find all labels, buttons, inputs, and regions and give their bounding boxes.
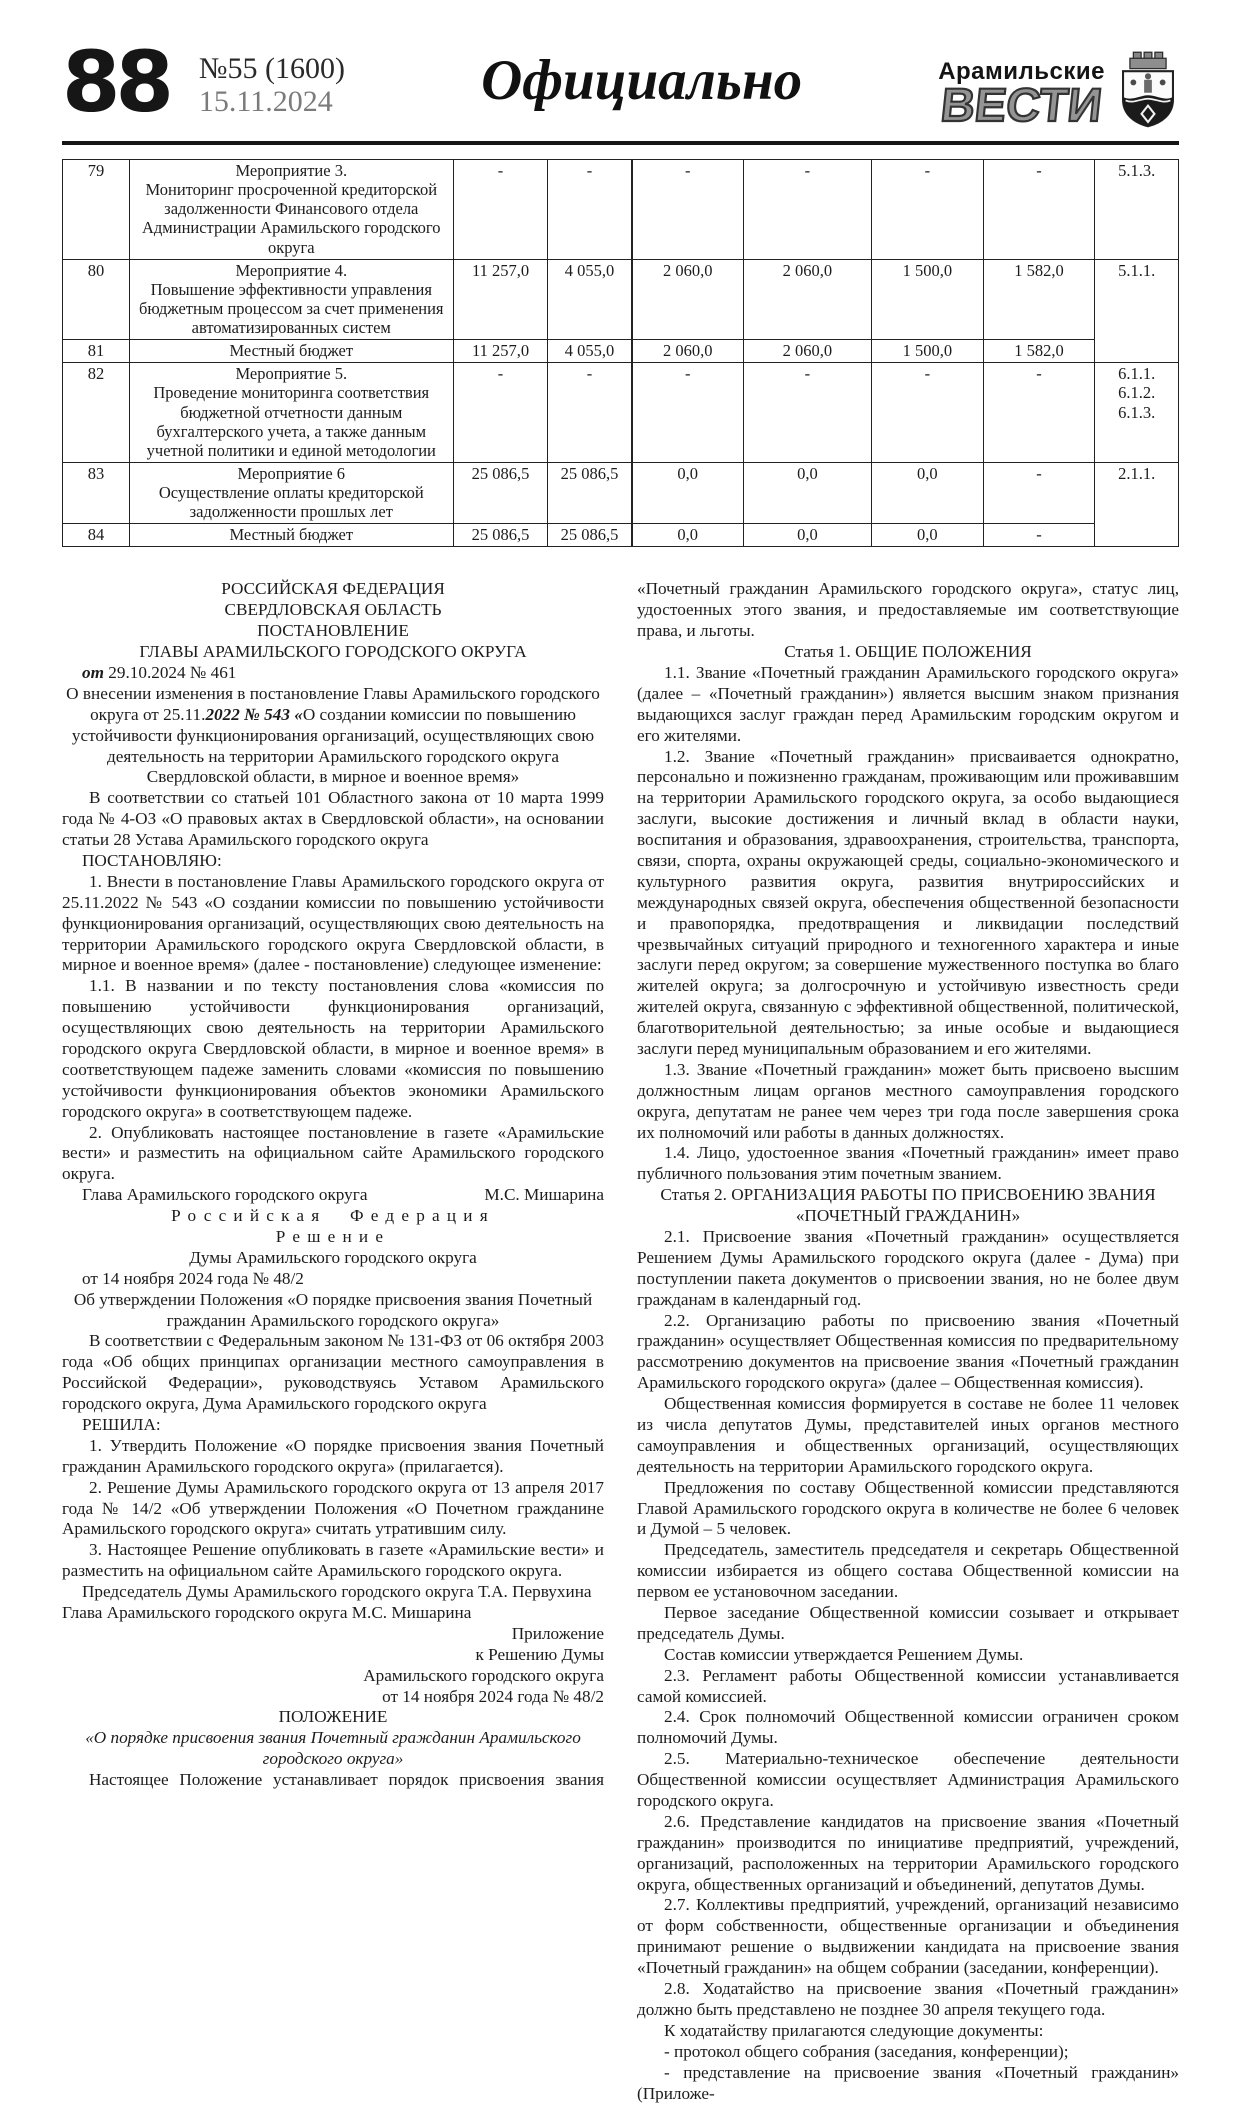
text-run: В соответствии с Федеральным законом № 131-ФЗ от 06 октября 2003 года «Об общих принципах организации местного самоуправления в Российской Федерации», руководствуясь Уставом Арамильского городского округа, Дума Арамильского городского округа [62,1331,604,1414]
doc-date-number [62,663,604,684]
appendix-ref [62,1687,604,1708]
paragraph [62,1770,604,1791]
text-run: 1.2. Звание «Почетный гражданин» присваивается однократно, персонально и пожизненно гражданам, проживающим или проживавшим на территории Арамильского городского округа, за особо выдающиеся заслуги, высокие достижения и личный вклад в области науки, воспитания и образования, здравоохранения, строительства, транспорта, связи, спорта, охраны окружающей среды, социально-экономического и культурного развития округа, развития внутрироссийских и международных связей округа, обеспечения общественной безопасности и правопорядка, предотвращения и ликвидации последствий чрезвычайных ситуаций природного и техногенного характера и иные заслуги перед округом; за совершение мужественного поступка во благо жителей округа; за долгосрочную и устойчивую известность среди жителей округа, связанную с эффективной общественной, политической, благотворительной деятельностью; за иные особые и выдающиеся заслуги перед муниципальным образованием и его жителями. [637,746,1179,1058]
table-cell: 2 060,0 [743,259,871,340]
table-cell: - [632,363,744,463]
paragraph [637,1812,1179,1896]
table-cell: 2.1.1. [1095,462,1179,547]
table-cell: Местный бюджет [129,524,453,547]
table-cell: 1 582,0 [983,259,1095,340]
text-run: Настоящее Положение устанавливает порядок присвоения звания [89,1770,604,1790]
signature-name: М.С. Мишарина [484,1185,604,1205]
table-cell: 6.1.1. 6.1.2. 6.1.3. [1095,363,1179,463]
paragraph [637,1707,1179,1749]
signature-title: Глава Арамильского городского округа [82,1185,368,1205]
text-run: К ходатайству прилагаются следующие документы: [664,2020,1044,2040]
list-item [637,2063,1179,2104]
table-cell: 0,0 [872,462,984,523]
paragraph [637,1227,1179,1311]
doc-resolve-word [62,1415,604,1436]
doc-country-line [62,579,604,600]
text-run: ПОСТАНОВЛЯЮ: [82,850,222,870]
doc-authority-line [62,1248,604,1269]
text-run: РОССИЙСКАЯ ФЕДЕРАЦИЯ [221,579,445,599]
table-cell: 11 257,0 [453,340,548,363]
table-cell: 79 [63,160,130,260]
table-row [63,524,1179,547]
table-cell: Местный бюджет [129,340,453,363]
text-run: 2. Опубликовать настоящее постановление в газете «Арамильские вести» и разместить на официальном сайте Арамильского городского округа. [62,1122,604,1184]
text-run: ГЛАВЫ АРАМИЛЬСКОГО ГОРОДСКОГО ОКРУГА [139,642,527,662]
table-cell: 25 086,5 [548,462,632,523]
paragraph [637,663,1179,747]
text-run: ПОЛОЖЕНИЕ [278,1707,388,1727]
doc-title [62,1707,604,1728]
text-run: Российская Федерация [171,1206,495,1226]
text-run: Думы Арамильского городского округа [189,1247,477,1267]
table-cell: 82 [63,363,130,463]
text-run: Глава Арамильского городского округа М.С. Мишарина [62,1603,472,1623]
right-column [637,579,1179,2104]
doc-authority-line [62,642,604,663]
text-run: 2.2. Организацию работы по присвоению звания «Почетный гражданин» осуществляет Общественная комиссия по предварительному рассмотрению документов на присвоение звания «Почетный гражданин Арамильского городского округа» (далее – Общественная комиссия). [637,1310,1179,1393]
text-run: ПОСТАНОВЛЕНИЕ [257,621,409,641]
text-run: - протокол общего собрания (заседания, конференции); [664,2041,1069,2061]
paragraph [637,2021,1179,2042]
table-cell: 5.1.1. [1095,259,1179,363]
table-cell: Мероприятие 3. Мониторинг просроченной кредиторской задолженности Финансового отдела Администрации Арамильского городского округа [129,160,453,260]
left-column [62,579,604,2104]
text-run: 2.5. Материально-техническое обеспечение деятельности Общественной комиссии осуществляет Администрация Арамильского городского округа. [637,1749,1179,1811]
text-run: В соответствии со статьей 101 Областного закона от 10 марта 1999 года № 4-ОЗ «О правовых актах в Свердловской области», на основании статьи 28 Устава Арамильского городского округа [62,788,604,850]
signature-line [62,1582,604,1603]
table-row [63,363,1179,463]
table-cell: Мероприятие 4. Повышение эффективности управления бюджетным процессом за счет применения автоматизированных систем [129,259,453,340]
table-cell: - [453,363,548,463]
appendix-ref [62,1666,604,1687]
paragraph [637,1394,1179,1478]
table-cell: 83 [63,462,130,523]
text-run: 1.3. Звание «Почетный гражданин» может быть присвоено высшим должностным лицам органов местного самоуправления городского округа, депутатам не ранее чем через три года после завершения срока их полномочий или работы в данных должностях. [637,1059,1179,1142]
text-run: Статья 2. ОРГАНИЗАЦИЯ РАБОТЫ ПО ПРИСВОЕНИЮ ЗВАНИЯ «ПОЧЕТНЫЙ ГРАЖДАНИН» [660,1185,1156,1226]
text-run: СВЕРДЛОВСКАЯ ОБЛАСТЬ [224,600,442,620]
budget-table [62,159,1179,547]
table-cell: 4 055,0 [548,340,632,363]
text-run: 2.8. Ходатайство на присвоение звания «Почетный гражданин» должно быть представлено не позднее 30 апреля текущего года. [637,1979,1179,2019]
text-run: 2.6. Представление кандидатов на присвоение звания «Почетный гражданин» производится по инициативе предприятий, учреждений, организаций, расположенных на территории Арамильского городского округа, общественных организаций и объединений, депутатов Думы. [637,1811,1179,1894]
table-cell: 81 [63,340,130,363]
paragraph [637,579,1179,642]
table-cell: 0,0 [872,524,984,547]
paragraph [637,1645,1179,1666]
coat-of-arms-emblem [1117,50,1179,132]
text-run: Приложение [511,1623,604,1643]
text-run: 29.10.2024 № 461 [108,662,237,682]
paragraph [637,1311,1179,1395]
doc-title [62,684,604,788]
text-run: Статья 1. ОБЩИЕ ПОЛОЖЕНИЯ [784,642,1032,662]
paragraph [62,1436,604,1478]
paragraph [62,976,604,1122]
text-run: «О порядке присвоения звания Почетный гражданин Арамильского городского округа» [85,1728,581,1769]
table-cell: - [872,363,984,463]
paragraph [62,1123,604,1186]
paragraph [637,1143,1179,1185]
text-run: 3. Настоящее Решение опубликовать в газете «Арамильские вести» и разместить на официальном сайте Арамильского городского округа. [62,1540,604,1581]
table-cell: - [453,160,548,260]
table-cell: - [983,462,1095,523]
paragraph [637,1478,1179,1541]
paragraph [637,1749,1179,1812]
text-run: Арамильского городского округа [363,1665,604,1685]
text-run: РЕШИЛА: [82,1415,161,1434]
table-cell: 2 060,0 [743,340,871,363]
table-cell: Мероприятие 6 Осуществление оплаты кредиторской задолженности прошлых лет [129,462,453,523]
paragraph [62,788,604,851]
text-run: О внесении изменения в постановление Главы Арамильского городского округа от 25.11. [66,683,600,724]
table-cell: - [743,363,871,463]
text-run: 1.4. Лицо, удостоенное звания «Почетный гражданин» имеет право публичного пользования этим почетным званием. [637,1143,1179,1184]
doc-date-number [62,1269,604,1290]
table-cell: 2 060,0 [632,259,744,340]
text-run: Состав комиссии утверждается Решением Думы. [664,1644,1024,1664]
paragraph [637,1979,1179,2021]
table-cell: 84 [63,524,130,547]
budget-table-body [63,160,1179,547]
text-run: 2.1. Присвоение звания «Почетный гражданин» осуществляется Решением Думы Арамильского городского округа (далее - Дума) при поступлении пакета документов о присвоении звания, но не более двум гражданам в календарный год. [637,1226,1179,1309]
table-cell: 5.1.3. [1095,160,1179,260]
page-header [62,0,1179,132]
newspaper-name-top: Арамильские [938,57,1105,85]
issue-number: №55 (1600) [198,52,346,85]
table-cell: 4 055,0 [548,259,632,340]
text-run: Предложения по составу Общественной комиссии представляются Главой Арамильского городского округа в количестве не более 6 человек и Думой – 5 человек. [637,1477,1179,1539]
paragraph [637,1603,1179,1645]
text-run: от [82,662,109,682]
text-run: 1.1. В названии и по тексту постановления слова «комиссия по повышению устойчивости функционирования организаций, осуществляющих свою деятельность на территории Арамильского городского округа Свердловской области, в мирное и военное время» в соответствующем падеже заменить словами «комиссия по повышению устойчивости функционирования объектов экономики Арамильского городского округа» в соответствующем падеже. [62,976,604,1121]
doc-title [62,1290,604,1332]
text-run: 2.4. Срок полномочий Общественной комиссии ограничен сроком полномочий Думы. [637,1707,1179,1748]
paragraph [62,1331,604,1415]
doc-resolve-word [62,851,604,872]
table-cell: - [872,160,984,260]
doc-subtitle [62,1728,604,1770]
text-run: О создании комиссии по повышению устойчивости функционирования организаций, осуществляющих свою деятельность на территории Арамильского городского округа Свердловской области, в мирное и военное время» [71,704,595,787]
issue-date: 15.11.2024 [198,85,333,118]
text-run: 1. Утвердить Положение «О порядке присвоения звания Почетный гражданин Арамильского городского округа» (прилагается). [62,1435,604,1476]
appendix-ref [62,1645,604,1666]
table-cell: - [983,363,1095,463]
text-run: Председатель Думы Арамильского городского округа Т.А. Первухина [82,1582,592,1602]
paragraph [637,1895,1179,1979]
table-cell: - [548,363,632,463]
text-run: 2022 № 543 « [205,704,303,724]
paragraph [62,1540,604,1582]
document-body [62,579,1179,2104]
paragraph [637,1666,1179,1708]
signature-line [62,1603,604,1624]
table-cell: 80 [63,259,130,340]
paragraph [637,1060,1179,1144]
table-cell: - [743,160,871,260]
table-cell: 2 060,0 [632,340,744,363]
table-cell: - [632,160,744,260]
text-run: Общественная комиссия формируется в составе не более 11 человек из числа депутатов Думы, представителей иных органов местного самоуправления и общественных организаций, осуществляющих деятельность на территории Арамильского городского округа. [637,1394,1179,1476]
header-rule [62,141,1179,145]
text-run: - представление на присвоение звания «Почетный гражданин» (Приложе- [637,2062,1179,2103]
newspaper-name-bottom: ВЕСТИ [938,77,1105,131]
table-cell: - [548,160,632,260]
text-run: Первое заседание Общественной комиссии созывает и открывает председатель Думы. [637,1603,1179,1643]
text-run: от 14 ноября 2024 года № 48/2 [82,1268,304,1288]
list-item [637,2042,1179,2063]
doc-type-line [62,621,604,642]
section-title: Официально [481,49,803,112]
text-run: 1.1. Звание «Почетный гражданин Арамильского городского округа» (далее – «Почетный гражданин») является высшим знаком признания выдающихся заслуг граждан перед Арамильским городским округом и его жителями. [637,662,1179,745]
table-row [63,462,1179,523]
text-run: к Решению Думы [475,1644,604,1664]
newspaper-logo [938,50,1179,132]
text-run: Об утверждении Положения «О порядке присвоения звания Почетный гражданин Арамильского городского округа» [73,1289,593,1330]
table-cell: 0,0 [632,524,744,547]
table-cell: 1 500,0 [872,259,984,340]
page-number: 88 [62,33,169,131]
text-run: «Почетный гражданин Арамильского городского округа», статус лиц, удостоенных этого звания, и предоставляемые им соответствующие права, и льготы. [637,579,1179,641]
paragraph [62,1478,604,1541]
table-cell: - [983,160,1095,260]
doc-type-line [62,1227,604,1248]
text-run: 1. Внести в постановление Главы Арамильского городского округа от 25.11.2022 № 543 «О создании комиссии по повышению устойчивости функционирования организаций, осуществляющих свою деятельность на территории Арамильского городского округа Свердловской области, в мирное и военное время» (далее - постановление) следующее изменение: [62,871,604,975]
table-cell: 25 086,5 [453,462,548,523]
signature-line [62,1185,604,1206]
paragraph [62,872,604,976]
table-cell: 11 257,0 [453,259,548,340]
table-cell: - [983,524,1095,547]
table-cell: 0,0 [632,462,744,523]
text-run: 2. Решение Думы Арамильского городского округа от 13 апреля 2017 года № 14/2 «Об утверждении Положения «О Почетном гражданине Арамильского городского округа» считать утратившим силу. [62,1477,604,1539]
table-cell: 25 086,5 [548,524,632,547]
doc-region-line [62,600,604,621]
article-heading [637,1185,1179,1227]
table-row [63,160,1179,260]
newspaper-logo-text [938,57,1105,131]
appendix-ref [62,1624,604,1645]
text-run: Председатель, заместитель председателя и секретарь Общественной комиссии избирается из общего состава Общественной комиссии на первом ее установочном заседании. [637,1540,1179,1602]
paragraph [637,1540,1179,1603]
paragraph [637,747,1179,1060]
article-heading [637,642,1179,663]
table-cell: 0,0 [743,462,871,523]
issue-block [199,52,345,118]
text-run: от 14 ноября 2024 года № 48/2 [382,1686,604,1706]
text-run: 2.3. Регламент работы Общественной комиссии устанавливается самой комиссией. [637,1665,1179,1706]
text-run: Решение [275,1226,391,1246]
text-run: 2.7. Коллективы предприятий, учреждений, организаций независимо от форм собственности, общественные организации и объединения принимают решение о выдвижении кандидата на присвоение звания «Почетный гражданин» на общем собрании (заседании, конференции). [637,1895,1179,1978]
table-cell: 1 582,0 [983,340,1095,363]
doc-country-line [62,1206,604,1227]
table-cell: Мероприятие 5. Проведение мониторинга соответствия бюджетной отчетности данным бухгалтерского учета, а также данным учетной политики и единой методологии [129,363,453,463]
table-row [63,259,1179,340]
table-cell: 0,0 [743,524,871,547]
table-row [63,340,1179,363]
table-cell: 25 086,5 [453,524,548,547]
table-cell: 1 500,0 [872,340,984,363]
